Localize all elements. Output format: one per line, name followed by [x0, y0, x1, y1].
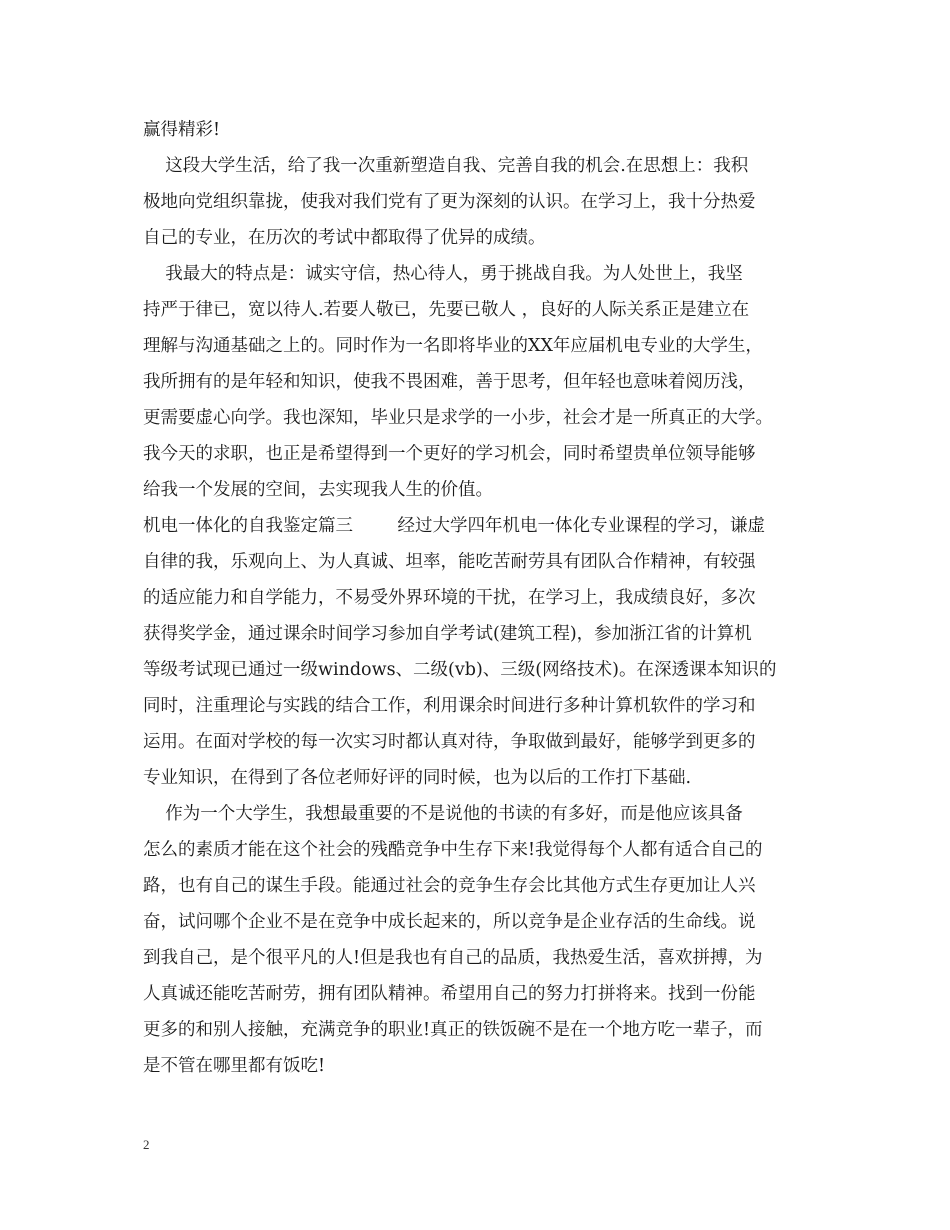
text-line: 到我自己，是个很平凡的人!但是我也有自己的品质，我热爱生活，喜欢拼搏，为: [143, 948, 763, 968]
text-line: 路，也有自己的谋生手段。能通过社会的竞争生存会比其他方式生存更加让人兴: [143, 876, 756, 896]
text-line: 更需要虚心向学。我也深知，毕业只是求学的一小步，社会才是一所真正的大学。: [143, 408, 773, 428]
text-line: 奋，试问哪个企业不是在竞争中成长起来的，所以竞争是企业存活的生命线。说: [143, 912, 756, 932]
text-line: 自己的专业，在历次的考试中都取得了优异的成绩。: [143, 228, 546, 248]
text-line: 是不管在哪里都有饭吃!: [143, 1056, 326, 1076]
text-line: 这段大学生活，给了我一次重新塑造自我、完善自我的机会.在思想上：我积: [143, 156, 749, 176]
text-line: 赢得精彩!: [143, 120, 221, 140]
text-line: 怎么的素质才能在这个社会的残酷竞争中生存下来!我觉得每个人都有适合自己的: [143, 840, 763, 860]
text-line: 获得奖学金，通过课余时间学习参加自学考试(建筑工程)，参加浙江省的计算机: [143, 624, 752, 644]
section-heading-line: 机电一体化的自我鉴定篇三 经过大学四年机电一体化专业课程的学习，谦虚: [143, 516, 765, 536]
text-line: 运用。在面对学校的每一次实习时都认真对待，争取做到最好，能够学到更多的: [143, 732, 756, 752]
text-line: 我所拥有的是年轻和知识，使我不畏困难，善于思考，但年轻也意味着阅历浅，: [143, 372, 756, 392]
text-line: 等级考试现已通过一级windows、二级(vb)、三级(网络技术)。在深透课本知识的: [143, 660, 777, 680]
text-line: 作为一个大学生，我想最重要的不是说他的书读的有多好，而是他应该具备: [143, 804, 743, 824]
text-line: 持严于律已，宽以待人.若要人敬已，先要已敬人 ，良好的人际关系正是建立在: [143, 300, 750, 320]
text-line: 的适应能力和自学能力，不易受外界环境的干扰，在学习上，我成绩良好，多次: [143, 588, 756, 608]
text-line: 同时，注重理论与实践的结合工作，利用课余时间进行多种计算机软件的学习和: [143, 696, 756, 716]
text-line: 我最大的特点是：诚实守信，热心待人，勇于挑战自我。为人处世上，我坚: [143, 264, 743, 284]
text-line: 更多的和别人接触，充满竞争的职业!真正的铁饭碗不是在一个地方吃一辈子，而: [143, 1020, 763, 1040]
text-line: 理解与沟通基础之上的。同时作为一名即将毕业的XX年应届机电专业的大学生，: [143, 336, 763, 356]
body-text: [143, 112, 813, 1084]
text-line: 自律的我，乐观向上、为人真诚、坦率，能吃苦耐劳具有团队合作精神，有较强: [143, 552, 756, 572]
page-number: 2: [143, 1137, 150, 1152]
text-line: 专业知识，在得到了各位老师好评的同时候，也为以后的工作打下基础.: [143, 768, 692, 788]
text-line: 我今天的求职，也正是希望得到一个更好的学习机会，同时希望贵单位领导能够: [143, 444, 756, 464]
text-line: 给我一个发展的空间，去实现我人生的价值。: [143, 480, 493, 500]
text-line: 人真诚还能吃苦耐劳，拥有团队精神。希望用自己的努力打拼将来。找到一份能: [143, 984, 756, 1004]
text-line: 极地向党组织靠拢，使我对我们党有了更为深刻的认识。在学习上，我十分热爱: [143, 192, 756, 212]
